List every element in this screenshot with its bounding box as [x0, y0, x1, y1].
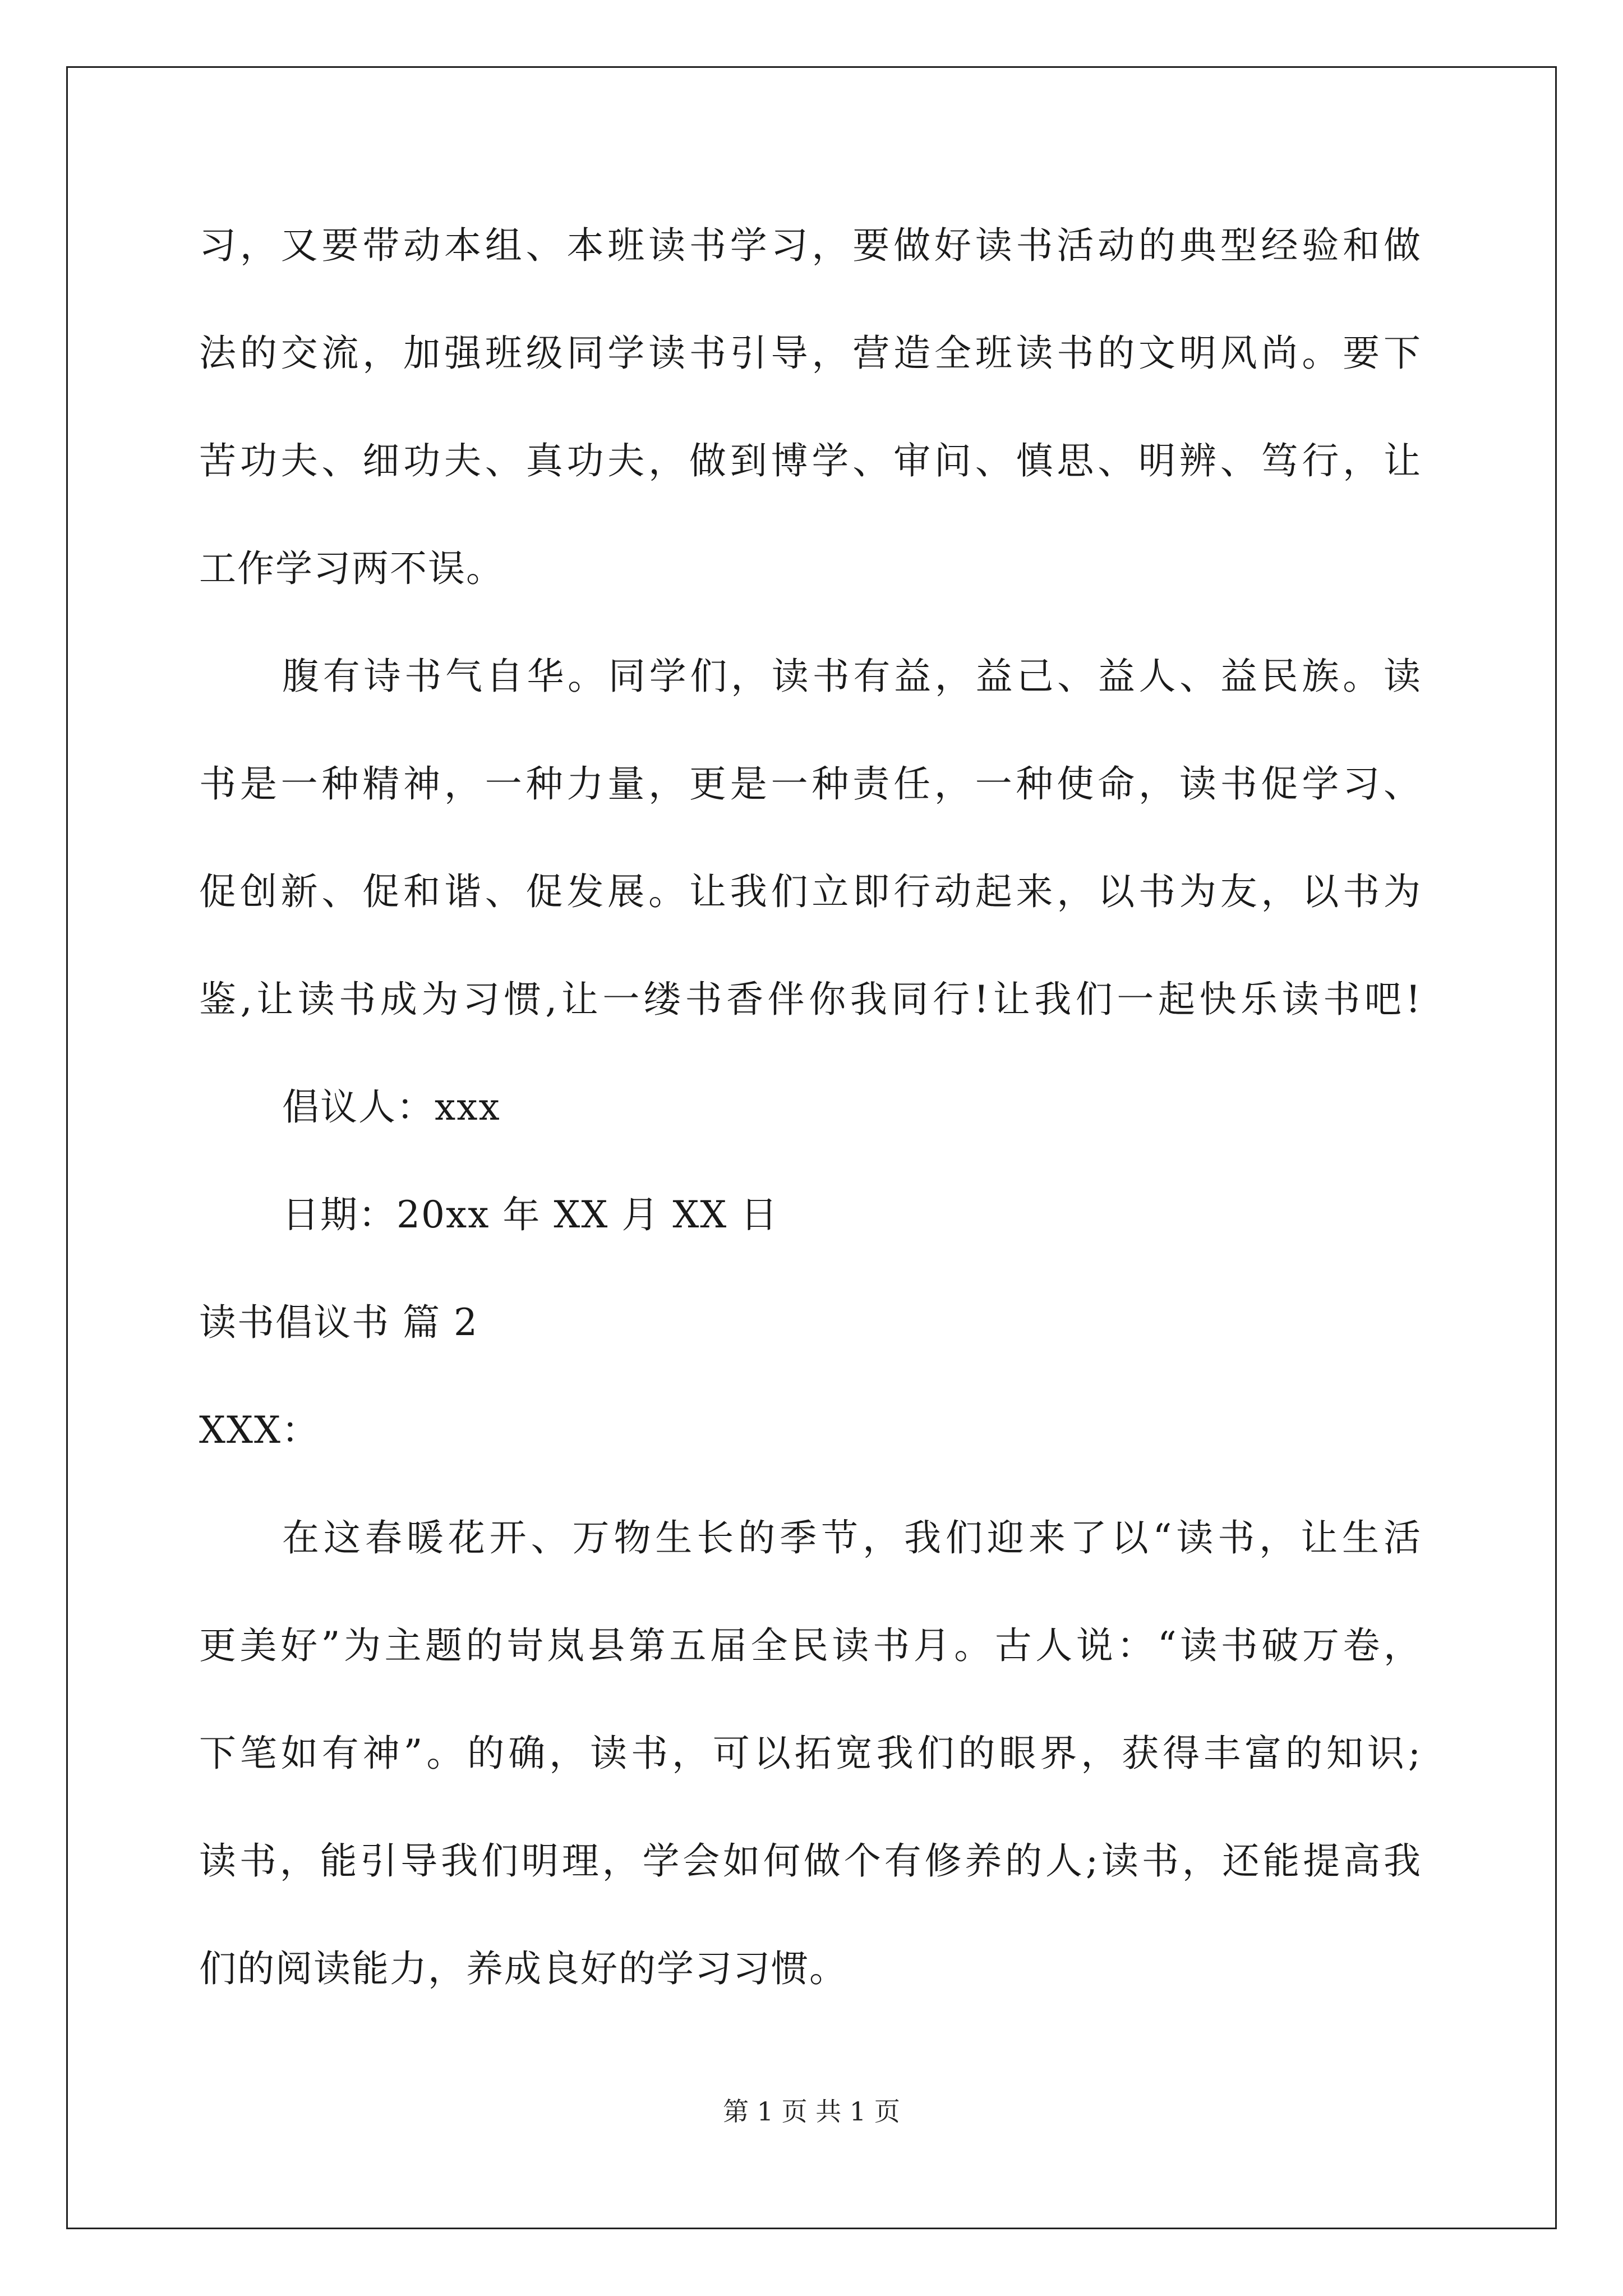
text-line: 们的阅读能力，养成良好的学习习惯。	[199, 1947, 847, 1990]
text-line: 读书，能引导我们明理，学会如何做个有修养的人;读书，还能提高我	[199, 1839, 1422, 1883]
text-line: 鉴,让读书成为习惯,让一缕书香伴你我同行!让我们一起快乐读书吧!	[199, 978, 1422, 1021]
text-line: 习，又要带动本组、本班读书学习，要做好读书活动的典型经验和做	[199, 224, 1422, 267]
document-body	[199, 206, 1422, 2037]
text-line: 苦功夫、细功夫、真功夫，做到博学、审问、慎思、明辨、笃行，让	[199, 439, 1422, 482]
salutation: XXX：	[199, 1409, 320, 1452]
text-line: 下笔如有神”。的确，读书，可以拓宽我们的眼界，获得丰富的知识;	[199, 1732, 1422, 1775]
signer-line: 倡议人：xxx	[282, 1085, 501, 1129]
text-line: 书是一种精神，一种力量，更是一种责任，一种使命，读书促学习、	[199, 762, 1422, 806]
text-line: 腹有诗书气自华。同学们，读书有益，益己、益人、益民族。读	[282, 655, 1422, 698]
text-line: 法的交流，加强班级同学读书引导，营造全班读书的文明风尚。要下	[199, 332, 1422, 375]
text-line: 在这春暖花开、万物生长的季节，我们迎来了以“读书，让生活	[282, 1516, 1422, 1559]
page-number: 第 1 页 共 1 页	[723, 2096, 900, 2127]
text-line: 更美好”为主题的岢岚县第五届全民读书月。古人说：“读书破万卷，	[199, 1624, 1422, 1667]
section-heading: 读书倡议书 篇 2	[199, 1301, 478, 1344]
text-line: 促创新、促和谐、促发展。让我们立即行动起来，以书为友，以书为	[199, 870, 1422, 913]
text-line: 工作学习两不误。	[199, 547, 504, 590]
date-line: 日期：20xx 年 XX 月 XX 日	[282, 1193, 779, 1236]
